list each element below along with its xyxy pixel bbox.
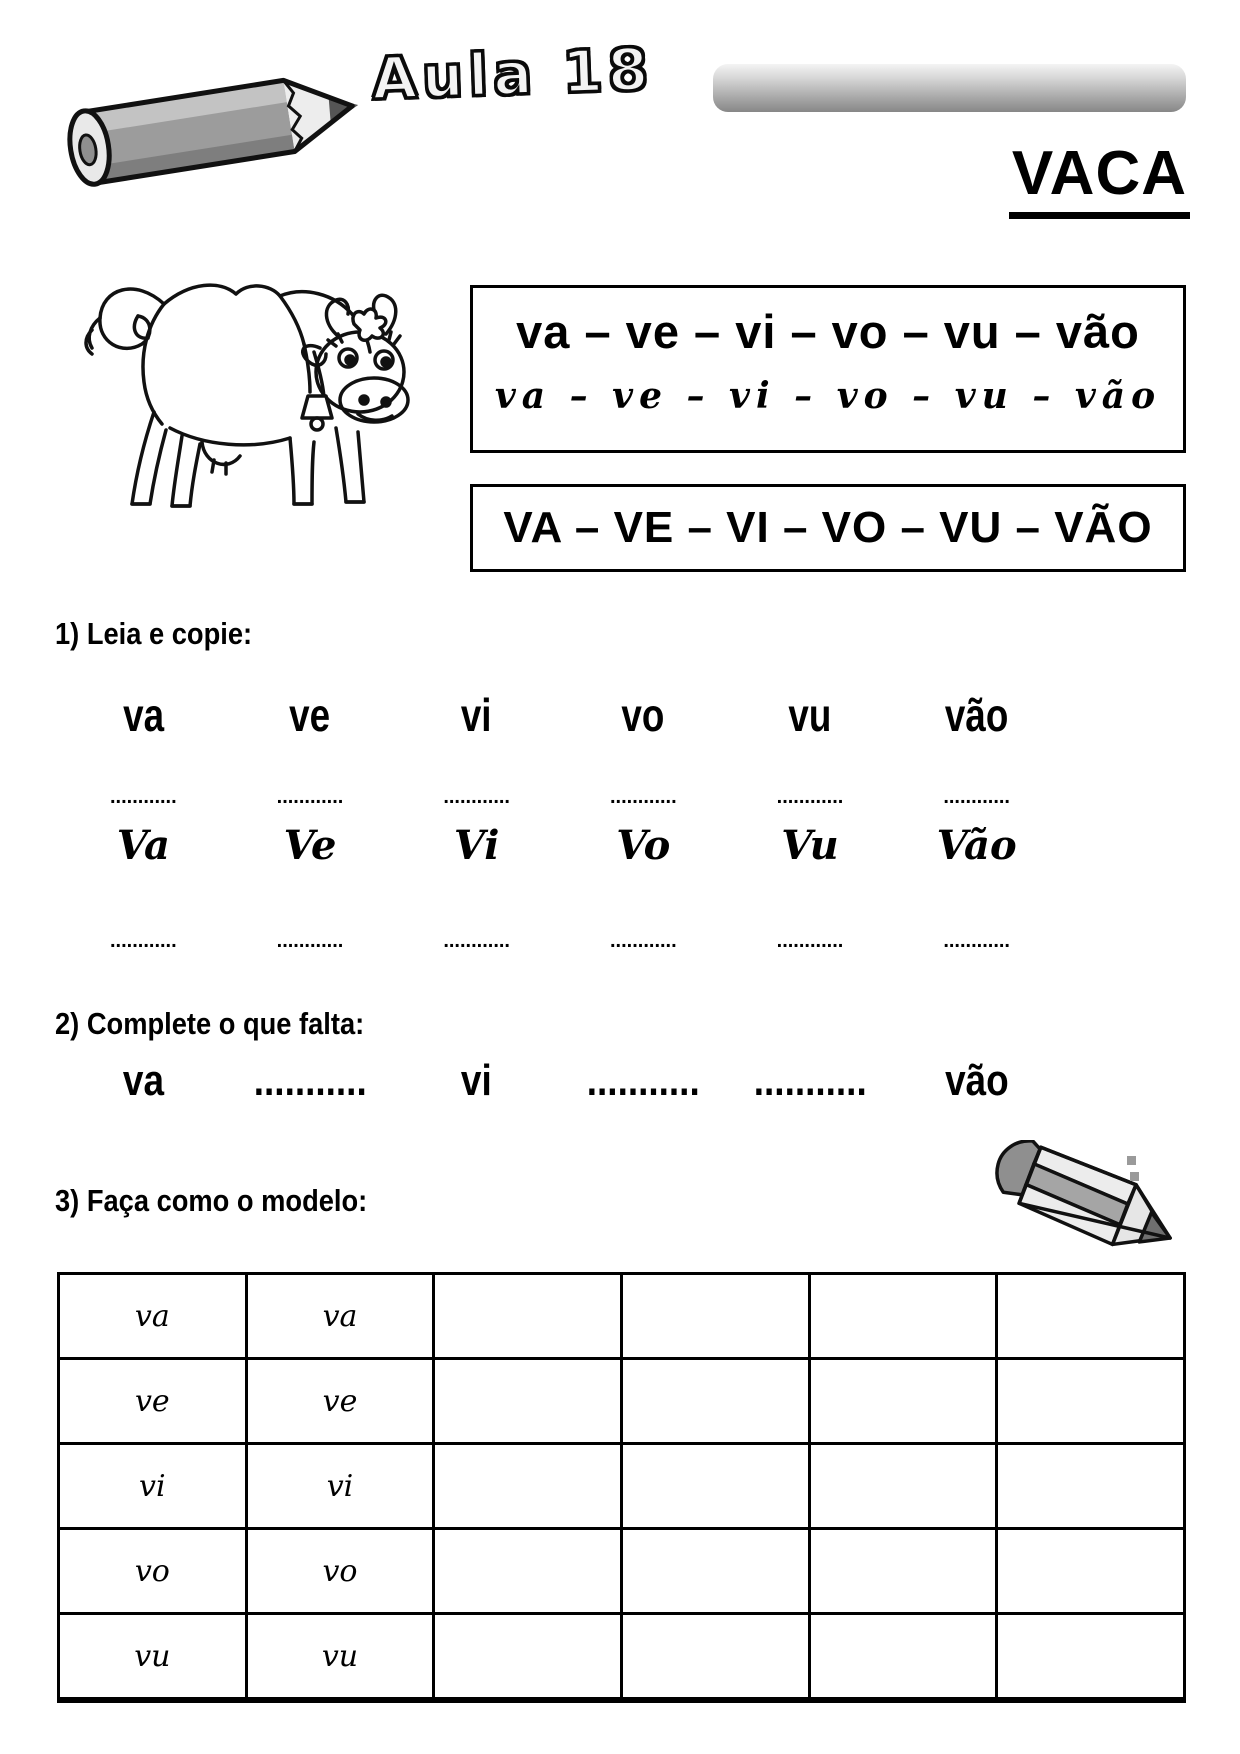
print-syllable: vu	[788, 689, 832, 741]
table-cell-empty	[621, 1274, 809, 1359]
table-row	[59, 1614, 1185, 1701]
print-syllable: vo	[621, 689, 665, 741]
section2-row	[60, 1056, 1060, 1106]
table-cell-empty	[434, 1444, 622, 1529]
copy-table-body	[59, 1274, 1185, 1701]
writing-line: ............	[109, 786, 177, 808]
page-title-wrap	[850, 138, 1190, 219]
writing-line: ............	[943, 786, 1010, 808]
writing-line: ............	[443, 930, 510, 952]
syllable-box-caps	[470, 484, 1186, 572]
table-cell-empty	[621, 1444, 809, 1529]
table-cell-model: vu	[59, 1614, 247, 1701]
writing-line: ............	[109, 930, 177, 952]
writing-line: ............	[776, 930, 844, 952]
table-cell-model: vi	[246, 1444, 434, 1529]
writing-line: ............	[776, 786, 844, 808]
table-cell-empty	[809, 1444, 997, 1529]
page-title: VACA	[1009, 138, 1190, 219]
cursive-syllable: Vi	[453, 822, 500, 869]
complete-item: vi	[461, 1056, 493, 1105]
table-cell-empty	[997, 1444, 1185, 1529]
colored-pencil-icon	[48, 46, 378, 201]
table-cell-model: vu	[246, 1614, 434, 1701]
syllable-box-lower	[470, 285, 1186, 453]
table-row	[59, 1359, 1185, 1444]
lesson-badge	[370, 35, 655, 113]
syllables-caps-line: VA – VE – VI – VO – VU – VÃO	[503, 503, 1153, 552]
table-cell-empty	[809, 1274, 997, 1359]
writing-line: ............	[943, 930, 1010, 952]
table-cell-empty	[621, 1359, 809, 1444]
table-cell-empty	[621, 1529, 809, 1614]
writing-line: ............	[609, 930, 677, 952]
writing-line: ............	[276, 786, 344, 808]
print-syllable: va	[122, 689, 164, 741]
cursive-syllable: Ve	[283, 822, 337, 869]
pencil-stub-icon	[975, 1140, 1190, 1280]
print-syllable: vão	[944, 689, 1009, 741]
table-cell-empty	[434, 1359, 622, 1444]
table-cell-empty	[434, 1529, 622, 1614]
table-cell-model: ve	[59, 1359, 247, 1444]
section2-heading: 2) Complete o que falta:	[55, 1006, 365, 1041]
table-cell-empty	[997, 1614, 1185, 1701]
section1-writing-line-row2	[60, 930, 1060, 953]
table-cell-model: va	[246, 1274, 434, 1359]
complete-item: vão	[944, 1056, 1009, 1105]
table-row	[59, 1274, 1185, 1359]
table-cell-model: vi	[59, 1444, 247, 1529]
table-row	[59, 1444, 1185, 1529]
writing-line: ............	[276, 930, 344, 952]
print-syllable: vi	[461, 689, 493, 741]
cursive-syllable: Va	[116, 822, 170, 869]
table-cell-model: vo	[59, 1529, 247, 1614]
table-cell-empty	[997, 1274, 1185, 1359]
table-cell-empty	[434, 1614, 622, 1701]
cow-image	[52, 230, 417, 530]
section1-print-row	[60, 688, 1060, 742]
section1-writing-line-row1	[60, 786, 1060, 809]
table-cell-empty	[997, 1529, 1185, 1614]
cursive-syllable: Vu	[781, 822, 839, 869]
table-cell-empty	[809, 1614, 997, 1701]
complete-item-blank: ...........	[753, 1056, 867, 1105]
copy-table	[57, 1272, 1186, 1703]
complete-item-blank: ...........	[586, 1056, 700, 1105]
table-cell-model: vo	[246, 1529, 434, 1614]
table-cell-empty	[621, 1614, 809, 1701]
section1-heading: 1) Leia e copie:	[55, 616, 253, 651]
table-cell-empty	[809, 1529, 997, 1614]
syllables-print-line: va – ve – vi – vo – vu – vão	[516, 305, 1140, 358]
gradient-bar	[713, 64, 1186, 112]
lesson-badge-text: Aula 18	[370, 35, 655, 113]
table-row	[59, 1529, 1185, 1614]
writing-line: ............	[609, 786, 677, 808]
table-cell-empty	[809, 1359, 997, 1444]
section1-cursive-row	[60, 822, 1060, 869]
cursive-syllable: Vão	[936, 822, 1017, 869]
cursive-syllable: Vo	[616, 822, 671, 869]
table-cell-empty	[434, 1274, 622, 1359]
table-cell-model: ve	[246, 1359, 434, 1444]
print-syllable: ve	[289, 689, 331, 741]
complete-item: va	[122, 1056, 164, 1105]
syllables-cursive-line: va – ve – vi – vo – vu – vão	[494, 375, 1162, 417]
table-cell-model: va	[59, 1274, 247, 1359]
table-cell-empty	[997, 1359, 1185, 1444]
section3-heading: 3) Faça como o modelo:	[55, 1183, 368, 1218]
complete-item-blank: ...........	[253, 1056, 367, 1105]
writing-line: ............	[443, 786, 510, 808]
